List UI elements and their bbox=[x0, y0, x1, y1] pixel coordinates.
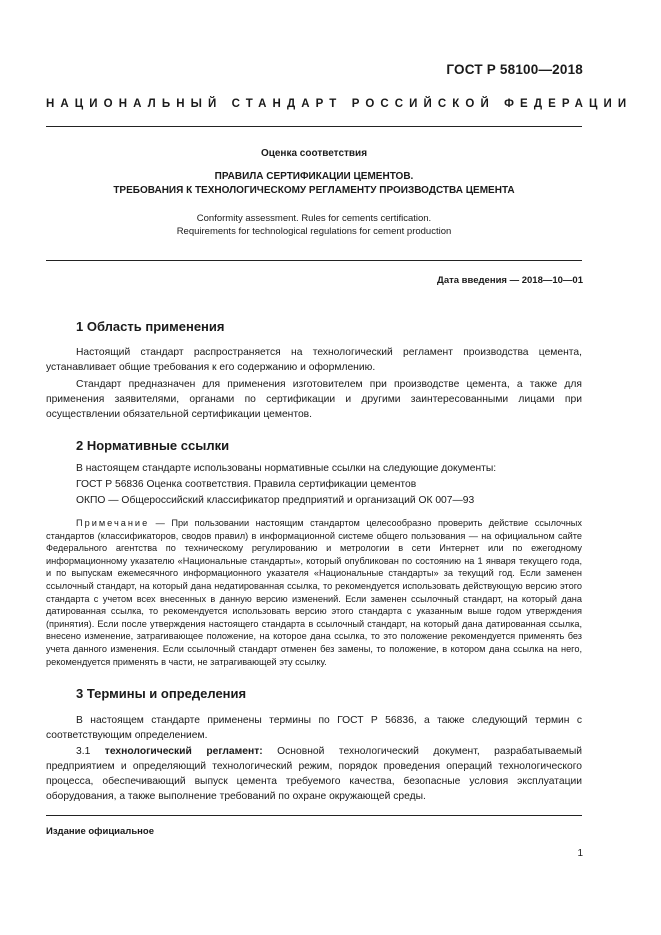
section-2-heading: 2 Нормативные ссылки bbox=[76, 438, 230, 453]
section-1-paragraph-2-text: Стандарт предназначен для применения изготовителем при производстве цемента, а также для применения заявителями, органами по сертификации и другими заинтересованными лицами при осуществлении обязательной сертификации цементов. bbox=[46, 379, 582, 420]
official-edition-label: Издание официальное bbox=[46, 826, 154, 837]
top-divider bbox=[46, 126, 582, 127]
section-1-paragraph-1 bbox=[46, 345, 582, 375]
introduction-date: Дата введения — 2018—10—01 bbox=[437, 275, 583, 286]
english-title-line-1: Conformity assessment. Rules for cements certification. bbox=[196, 213, 432, 224]
reference-okpo: ОКПО — Общероссийский классификатор предприятий и организаций ОК 007—93 bbox=[76, 495, 475, 506]
note-label: Примечание bbox=[76, 518, 150, 528]
section-3-heading: 3 Термины и определения bbox=[76, 686, 247, 701]
note-text: — При пользовании настоящим стандартом целесообразно проверить действие ссылочных стандартов (классификаторов, сводов правил) в информационной системе общего пользования — на официальном сайте Федерального агентства по техническому регулированию и метрологии в сети Интернет или по ежегодному информационному указателю «Национальные стандарты», который опубликован по состоянию на 1 января текущего года, и по выпускам ежемесячного информационного указателя «Национальные стандарты» за текущий год. Если заменен ссылочный стандарт, на который дана недатированная ссылка, то рекомендуется использовать действующую версию этого стандарта с учетом всех внесенных в данную версию изменений. Если заменен ссылочный стандарт, на который дана датированная ссылка, то рекомендуется использовать версию этого стандарта с указанным выше годом утверждения (принятия). Если после утверждения настоящего стандарта в ссылочный стандарт, на который дана датированная ссылка, внесено изменение, затрагивающее положение, на которое дана ссылка, то это положение рекомендуется применять без учета данного изменения. Если ссылочный стандарт отменен без замены, то положение, в котором дана ссылка на него, рекомендуется применять в части, не затрагивающей эту ссылку. bbox=[46, 518, 582, 667]
reference-gost-56836: ГОСТ Р 56836 Оценка соответствия. Правила сертификации цементов bbox=[76, 479, 417, 490]
english-title-line-2: Requirements for technological regulations for cement production bbox=[176, 226, 452, 237]
national-standard-banner: НАЦИОНАЛЬНЫЙ СТАНДАРТ РОССИЙСКОЙ ФЕДЕРАЦИИ bbox=[46, 98, 633, 110]
section-3-paragraph-1 bbox=[46, 713, 582, 743]
term-definition-text: Основной технологический документ, разрабатываемый предприятием и определяющий технологический режим, порядок проведения операций технологического процесса, обеспечивающий выпуск цемента требуемого качества, безопасные условия эксплуатации оборудования, а также выполнение требований по охране окружающей среды. bbox=[46, 746, 582, 802]
page-number: 1 bbox=[577, 848, 583, 859]
title-divider bbox=[46, 260, 582, 261]
title-line-1: ПРАВИЛА СЕРТИФИКАЦИИ ЦЕМЕНТОВ. bbox=[214, 171, 414, 182]
section-3-paragraph-1-text: В настоящем стандарте применены термины по ГОСТ Р 56836, а также следующий термин с соответствующим определением. bbox=[46, 715, 582, 741]
term-name: технологический регламент: bbox=[104, 746, 263, 757]
section-1-heading: 1 Область применения bbox=[76, 319, 225, 334]
references-note bbox=[46, 517, 582, 668]
term-number: 3.1 bbox=[76, 746, 105, 757]
section-1-paragraph-2 bbox=[46, 377, 582, 422]
term-definition bbox=[46, 744, 582, 804]
section-1-paragraph-1-text: Настоящий стандарт распространяется на технологический регламент производства цемента, устанавливает общие требования к его содержанию и оформлению. bbox=[46, 347, 582, 373]
section-2-intro: В настоящем стандарте использованы нормативные ссылки на следующие документы: bbox=[76, 463, 497, 474]
title-series: Оценка соответствия bbox=[260, 148, 368, 159]
footer-divider bbox=[46, 815, 582, 816]
document-number: ГОСТ Р 58100—2018 bbox=[446, 62, 583, 77]
title-line-2: ТРЕБОВАНИЯ К ТЕХНОЛОГИЧЕСКОМУ РЕГЛАМЕНТУ ПРОИЗВОДСТВА ЦЕМЕНТА bbox=[113, 185, 515, 196]
